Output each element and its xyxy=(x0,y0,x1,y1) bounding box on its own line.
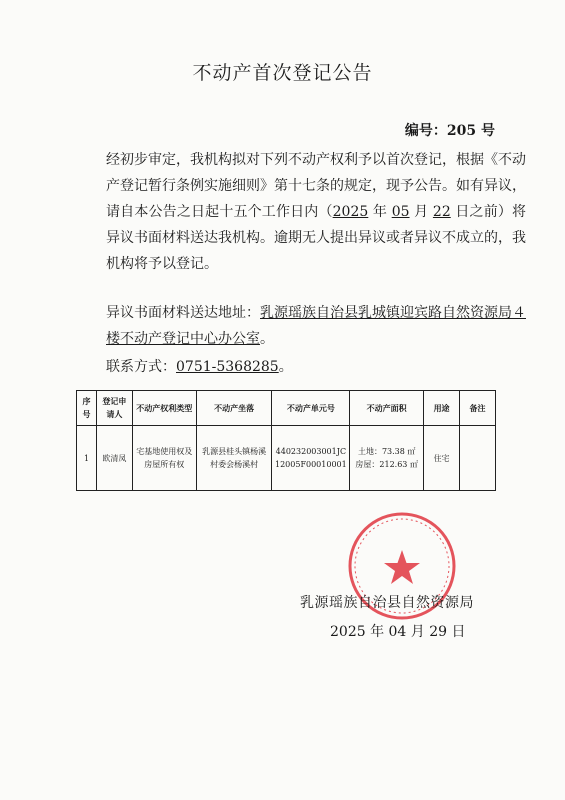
header-note: 备注 xyxy=(460,391,496,426)
intro-text-a: 经初步审定，我机构拟对下列不动产权利予以首次登记，根据《不动产登记暂行条例实施细则》第十七条的规定，现予公告。如有异议，请自本公告之日起十五个工作日内（ xyxy=(106,152,526,220)
paragraph-intro xyxy=(78,147,526,277)
month-char: 月 xyxy=(409,204,433,220)
area-land: 土地：73.38 ㎡ xyxy=(357,447,416,456)
registration-table xyxy=(76,390,496,491)
address-end: 。 xyxy=(260,331,274,347)
seal-star-icon xyxy=(384,550,420,584)
header-no: 序号 xyxy=(77,391,97,426)
table-row xyxy=(77,426,496,491)
header-unit-no: 不动产单元号 xyxy=(272,391,350,426)
contact-phone: 0751-5368285 xyxy=(176,359,279,375)
header-use: 用途 xyxy=(424,391,460,426)
header-location: 不动产坐落 xyxy=(196,391,272,426)
table-header-row xyxy=(77,391,496,426)
deadline-day: 22 xyxy=(432,204,451,220)
cell-location: 乳源县桂头镇杨溪村委会杨溪村 xyxy=(196,426,272,491)
cell-unit-no: 440232003001JC12005F00010001 xyxy=(272,426,350,491)
cell-no: 1 xyxy=(77,426,97,491)
contact-end: 。 xyxy=(278,359,293,375)
paragraph-contact xyxy=(78,354,526,380)
cell-right-type: 宅基地使用权及房屋所有权 xyxy=(132,426,196,491)
signature-organization: 乳源瑶族自治县自然资源局 xyxy=(300,595,474,611)
document-number: 编号：205 号 xyxy=(404,123,495,139)
cell-area xyxy=(350,426,424,491)
cell-use: 住宅 xyxy=(424,426,460,491)
document-title: 不动产首次登记公告 xyxy=(192,62,373,84)
area-house: 房屋：212.63 ㎡ xyxy=(355,460,418,469)
header-area: 不动产面积 xyxy=(350,391,424,426)
year-char: 年 xyxy=(368,204,392,220)
deadline-year: 2025 xyxy=(332,204,369,220)
address-label: 异议书面材料送达地址： xyxy=(106,305,260,321)
signature-date: 2025 年 04 月 29 日 xyxy=(330,624,466,640)
intro-text-b: 日之前）将异议书面材料送达我机构。逾期无人提出异议或者异议不成立的，我机构将予以登记。 xyxy=(106,204,527,272)
header-applicant: 登记申请人 xyxy=(96,391,132,426)
cell-note xyxy=(460,426,496,491)
deadline-month: 05 xyxy=(391,204,410,220)
contact-label: 联系方式： xyxy=(106,359,176,375)
header-right-type: 不动产权利类型 xyxy=(132,391,196,426)
cell-applicant: 欧清凤 xyxy=(96,426,132,491)
paragraph-address xyxy=(78,300,526,352)
address-value: 乳源瑶族自治县乳城镇迎宾路自然资源局４楼不动产登记中心办公室 xyxy=(106,305,526,347)
